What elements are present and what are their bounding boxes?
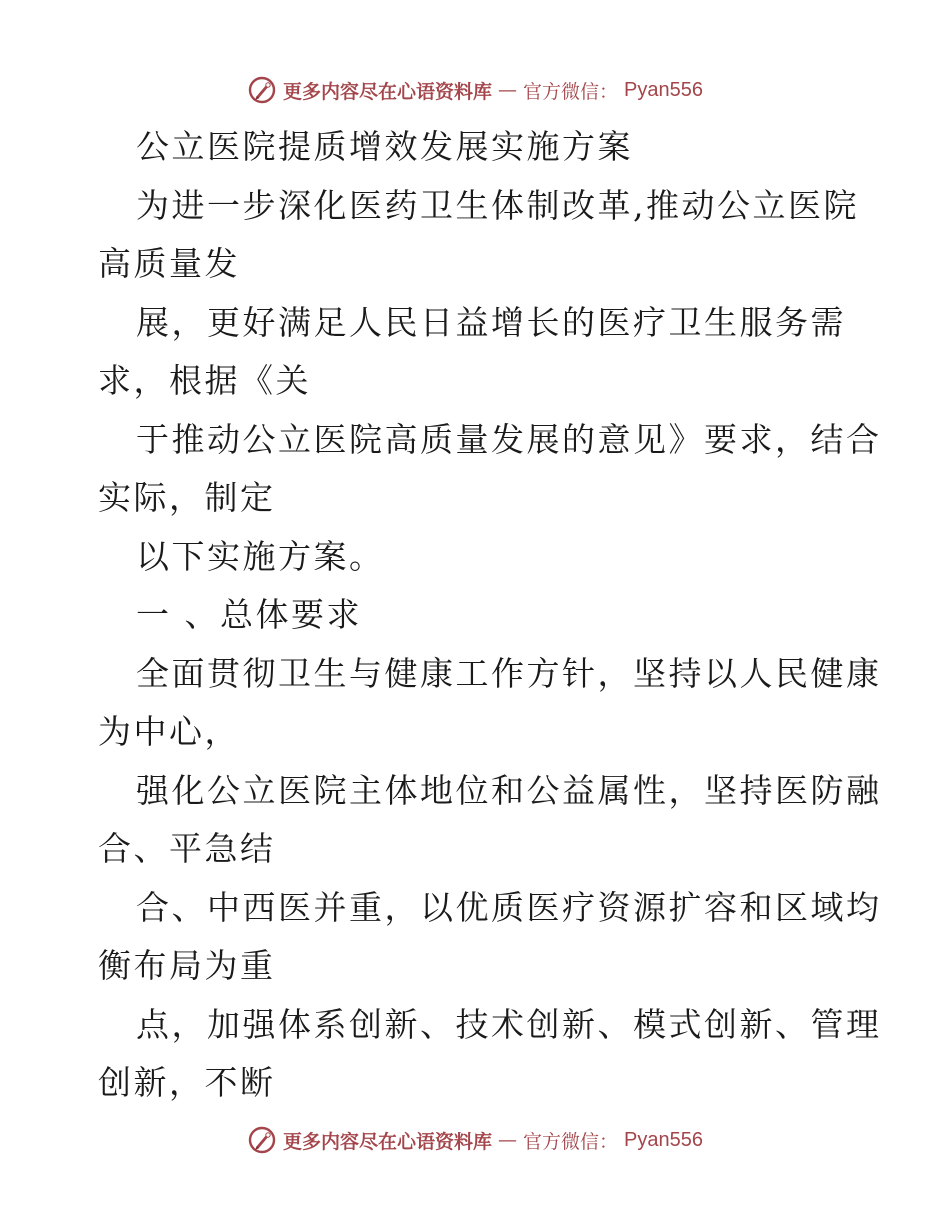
document-body (98, 118, 882, 1113)
header-watermark-banner (0, 68, 950, 112)
paragraph-line: 合、平急结 (98, 829, 276, 868)
paragraph-line: 衡布局为重 (98, 946, 276, 985)
document-title: 公立医院提质增效发展实施方案 (136, 127, 633, 166)
banner-wechat-id: Pyan556 (624, 1128, 703, 1151)
paragraph-line: 展，更好满足人民日益增长的医疗卫生服务需 (136, 302, 846, 342)
banner-separator: — (498, 79, 518, 101)
paragraph-line: 合、中西医并重，以优质医疗资源扩容和区域均 (136, 887, 882, 927)
paragraph-line: 为中心， (98, 712, 240, 751)
paragraph-line: 高质量发 (98, 244, 240, 283)
paragraph-line: 求，根据《关 (98, 361, 311, 400)
paragraph-line: 实际，制定 (98, 478, 276, 517)
paragraph-line: 创新，不断 (98, 1063, 276, 1102)
paragraph-line: 以下实施方案。 (136, 536, 385, 576)
paragraph-line: 于推动公立医院高质量发展的意见》要求，结合 (136, 419, 882, 459)
banner-main-text: 更多内容尽在心语资料库 (283, 80, 493, 103)
paragraph-line: 为进一步深化医药卫生体制改革,推动公立医院 (136, 185, 859, 225)
footer-watermark-banner (0, 1118, 950, 1162)
quill-pen-logo-icon (247, 1125, 277, 1155)
banner-wechat-id: Pyan556 (624, 78, 703, 101)
section-heading: 一 、总体要求 (136, 595, 362, 634)
banner-main-text: 更多内容尽在心语资料库 (283, 1130, 493, 1153)
paragraph-line: 点，加强体系创新、技术创新、模式创新、管理 (136, 1004, 882, 1044)
paragraph-line: 全面贯彻卫生与健康工作方针，坚持以人民健康 (136, 653, 882, 693)
banner-label: 官方微信： (523, 80, 619, 103)
quill-pen-logo-icon (247, 75, 277, 105)
banner-separator: — (498, 1129, 518, 1151)
banner-label: 官方微信： (523, 1130, 619, 1153)
paragraph-line: 强化公立医院主体地位和公益属性，坚持医防融 (136, 770, 882, 810)
